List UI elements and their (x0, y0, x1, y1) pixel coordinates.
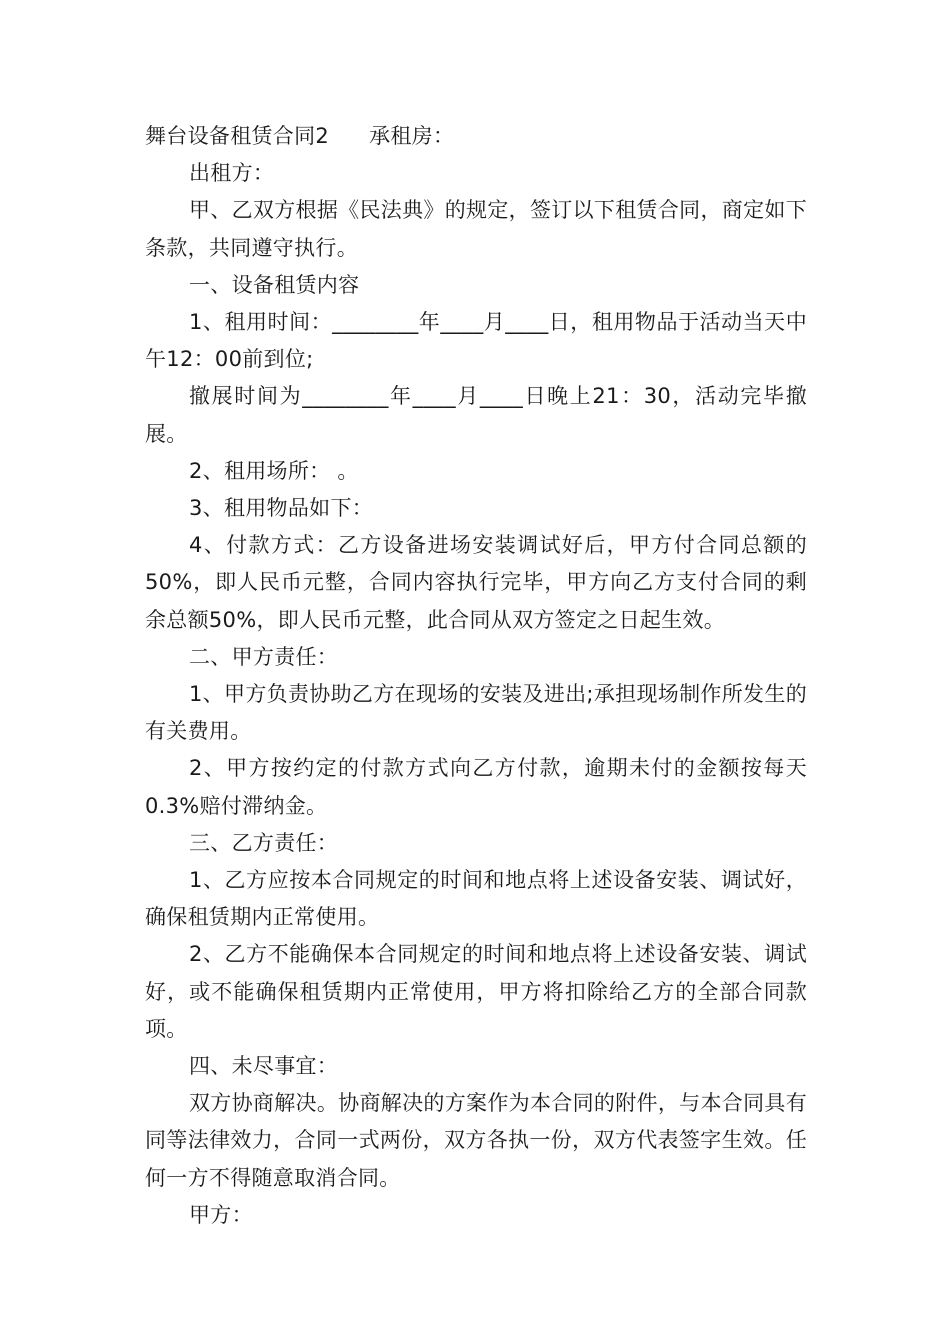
clause-payment-method: 4、付款方式：乙方设备进场安装调试好后，甲方付合同总额的50%，即人民币元整，合同内容执行完毕，甲方向乙方支付合同的剩余总额50%，即人民币元整，此合同从双方签定之日起生效。 (145, 533, 807, 632)
title-line (145, 118, 807, 155)
clause-party-b-1: 1、乙方应按本合同规定的时间和地点将上述设备安装、调试好，确保租赁期内正常使用。 (145, 868, 807, 930)
clause-party-a-1: 1、甲方负责协助乙方在现场的安装及进出;承担现场制作所发生的有关费用。 (145, 682, 807, 744)
lessee-label: 承租房： (369, 124, 455, 148)
section-heading-other-matters: 四、未尽事宜： (189, 1054, 339, 1079)
section-heading-party-b: 三、乙方责任： (189, 830, 339, 855)
section-heading-party-a: 二、甲方责任： (189, 644, 339, 669)
contract-body (145, 118, 807, 1234)
preamble-paragraph: 甲、乙双方根据《民法典》的规定，签订以下租赁合同，商定如下条款，共同遵守执行。 (145, 198, 807, 260)
document-title: 舞台设备租赁合同2 (145, 124, 330, 148)
section-heading-rental-content: 一、设备租赁内容 (189, 272, 360, 297)
clause-rental-venue: 2、租用场所： 。 (189, 458, 359, 483)
signature-party-a: 甲方： (189, 1202, 253, 1227)
clause-party-b-2: 2、乙方不能确保本合同规定的时间和地点将上述设备安装、调试好，或不能确保租赁期内正常使用，甲方将扣除给乙方的全部合同款项。 (145, 942, 807, 1041)
lessor-label: 出租方： (189, 161, 275, 186)
clause-dismantle-time: 撤展时间为________年____月____日晚上21：30，活动完毕撤展。 (145, 384, 807, 446)
clause-rental-items: 3、租用物品如下： (189, 496, 374, 521)
clause-other-matters: 双方协商解决。协商解决的方案作为本合同的附件，与本合同具有同等法律效力，合同一式两份，双方各执一份，双方代表签字生效。任何一方不得随意取消合同。 (145, 1091, 807, 1190)
clause-rental-time: 1、租用时间：________年____月____日，租用物品于活动当天中午12：00前到位; (145, 310, 807, 372)
clause-party-a-2: 2、甲方按约定的付款方式向乙方付款，逾期未付的金额按每天0.3%赔付滞纳金。 (145, 756, 807, 818)
